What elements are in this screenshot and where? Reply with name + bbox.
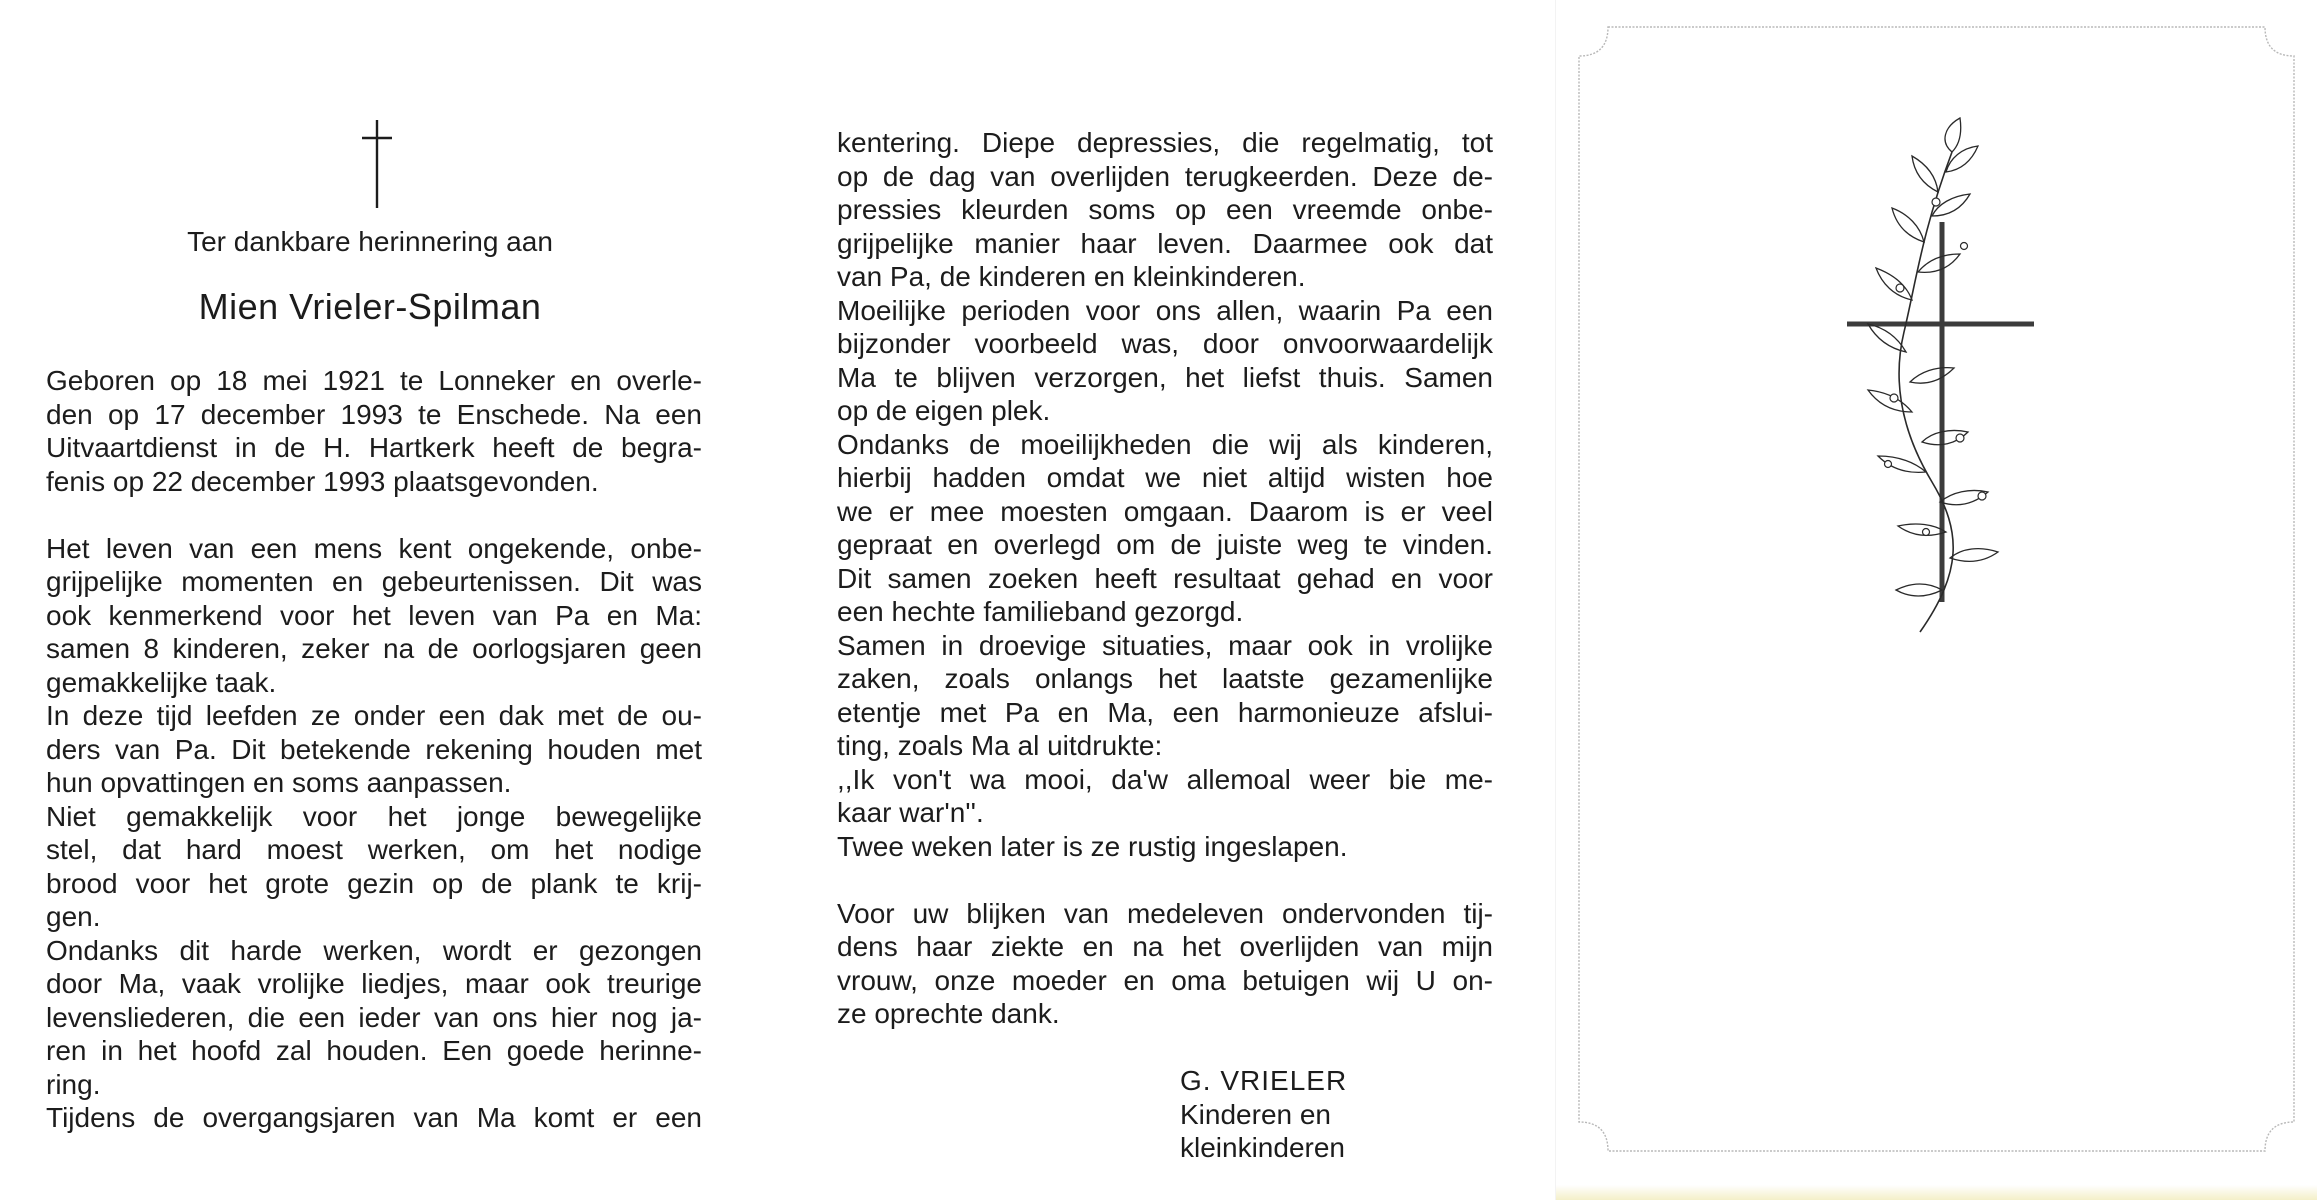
text-line: dens haar ziekte en na het overlijden van mijn: [837, 931, 1493, 962]
text-line: Voor uw blijken van medeleven ondervonden tij-: [837, 897, 1493, 929]
signature-line: kleinkinderen: [1180, 1132, 1345, 1163]
text-line: stel, dat hard moest werken, om het nodige: [46, 834, 702, 865]
text-line: Het leven van een mens kent ongekende, onbe-: [46, 532, 702, 564]
text-line: vrouw, onze moeder en oma betuigen wij U on-: [837, 964, 1493, 996]
signature-block: [1180, 1064, 1347, 1165]
signature-line: Kinderen en: [1180, 1098, 1332, 1130]
signature-name: G. VRIELER: [1180, 1065, 1348, 1096]
text-line: kaar war'n''.: [837, 797, 984, 828]
text-line: gen.: [46, 901, 101, 932]
text-line: Moeilijke perioden voor ons allen, waarin Pa een: [837, 294, 1493, 326]
text-line: ,,Ik von't wa mooi, da'w allemoal weer bie me-: [837, 763, 1493, 795]
text-line: ders van Pa. Dit betekende rekening houden met: [46, 733, 702, 765]
text-line: brood voor het grote gezin op de plank te krij-: [46, 867, 702, 899]
text-line: een hechte familieband gezorgd.: [837, 596, 1244, 627]
deceased-name: Mien Vrieler-Spilman: [198, 286, 542, 327]
text-line: hierbij hadden omdat we niet altijd wisten hoe: [837, 462, 1493, 493]
text-line: we er mee moesten omgaan. Daarom is er veel: [837, 495, 1493, 527]
text-line: Geboren op 18 mei 1921 te Lonneker en overle-: [46, 365, 702, 396]
text-line: Ondanks dit harde werken, wordt er gezongen: [46, 934, 702, 966]
text-line: hun opvattingen en soms aanpassen.: [46, 767, 512, 798]
text-line: ting, zoals Ma al uitdrukte:: [837, 730, 1163, 761]
text-line: Tijdens de overgangsjaren van Ma komt er een: [46, 1102, 702, 1133]
right-text-column: [837, 126, 1493, 1031]
text-line: etentje met Pa en Ma, een harmonieuze afslui-: [837, 696, 1493, 728]
text-line: bijzonder voorbeeld was, door onvoorwaardelijk: [837, 328, 1493, 359]
text-line: Samen in droevige situaties, maar ook in vrolijke: [837, 629, 1493, 661]
text-line: Dit samen zoeken heeft resultaat gehad en voor: [837, 562, 1493, 594]
text-line: ren in het hoofd zal houden. Een goede herinne-: [46, 1035, 702, 1066]
text-line: samen 8 kinderen, zeker na de oorlogsjaren geen: [46, 633, 702, 664]
text-line: grijpelijke manier haar leven. Daarmee ook dat: [837, 227, 1493, 259]
text-line: ze oprechte dank.: [837, 998, 1060, 1029]
text-line: door Ma, vaak vrolijke liedjes, maar ook treurige: [46, 968, 702, 999]
paragraph-gap: [837, 863, 1493, 897]
text-line: Ondanks de moeilijkheden die wij als kinderen,: [837, 428, 1493, 460]
text-line: van Pa, de kinderen en kleinkinderen.: [837, 261, 1306, 292]
paragraph-gap: [46, 498, 702, 532]
text-line: In deze tijd leefden ze onder een dak met de ou-: [46, 700, 702, 731]
text-line: kentering. Diepe depressies, die regelmatig, tot: [837, 127, 1493, 158]
left-text-column: [46, 364, 702, 1135]
card-cover-panel: [1556, 0, 2317, 1200]
text-line: Niet gemakkelijk voor het jonge bewegelijke: [46, 800, 702, 832]
text-line: gepraat en overlegd om de juiste weg te vinden.: [837, 529, 1493, 560]
text-line: fenis op 22 december 1993 plaatsgevonden.: [46, 465, 599, 497]
dedication-intro: Ter dankbare herinnering aan: [187, 226, 553, 257]
text-line: ook kenmerkend voor het leven van Pa en Ma:: [46, 599, 702, 631]
cross-icon: [360, 118, 394, 208]
text-line: grijpelijke momenten en gebeurtenissen. Dit was: [46, 566, 702, 597]
text-line: zaken, zoals onlangs het laatste gezamenlijke: [837, 663, 1493, 694]
text-line: op de eigen plek.: [837, 395, 1051, 426]
text-line: pressies kleurden soms op een vreemde onbe-: [837, 194, 1493, 225]
text-line: Twee weken later is ze rustig ingeslapen.: [837, 830, 1348, 862]
text-line: Ma te blijven verzorgen, het liefst thuis. Samen: [837, 361, 1493, 393]
text-line: levensliederen, die een ieder van ons hier nog ja-: [46, 1001, 702, 1033]
text-line: ring.: [46, 1068, 101, 1100]
text-line: gemakkelijke taak.: [46, 666, 277, 698]
text-line: Uitvaartdienst in de H. Hartkerk heeft de begra-: [46, 432, 702, 463]
text-line: op de dag van overlijden terugkeerden. Deze de-: [837, 160, 1493, 192]
cross-with-branch-icon: [1842, 112, 2042, 642]
text-line: den op 17 december 1993 te Enschede. Na een: [46, 398, 702, 430]
